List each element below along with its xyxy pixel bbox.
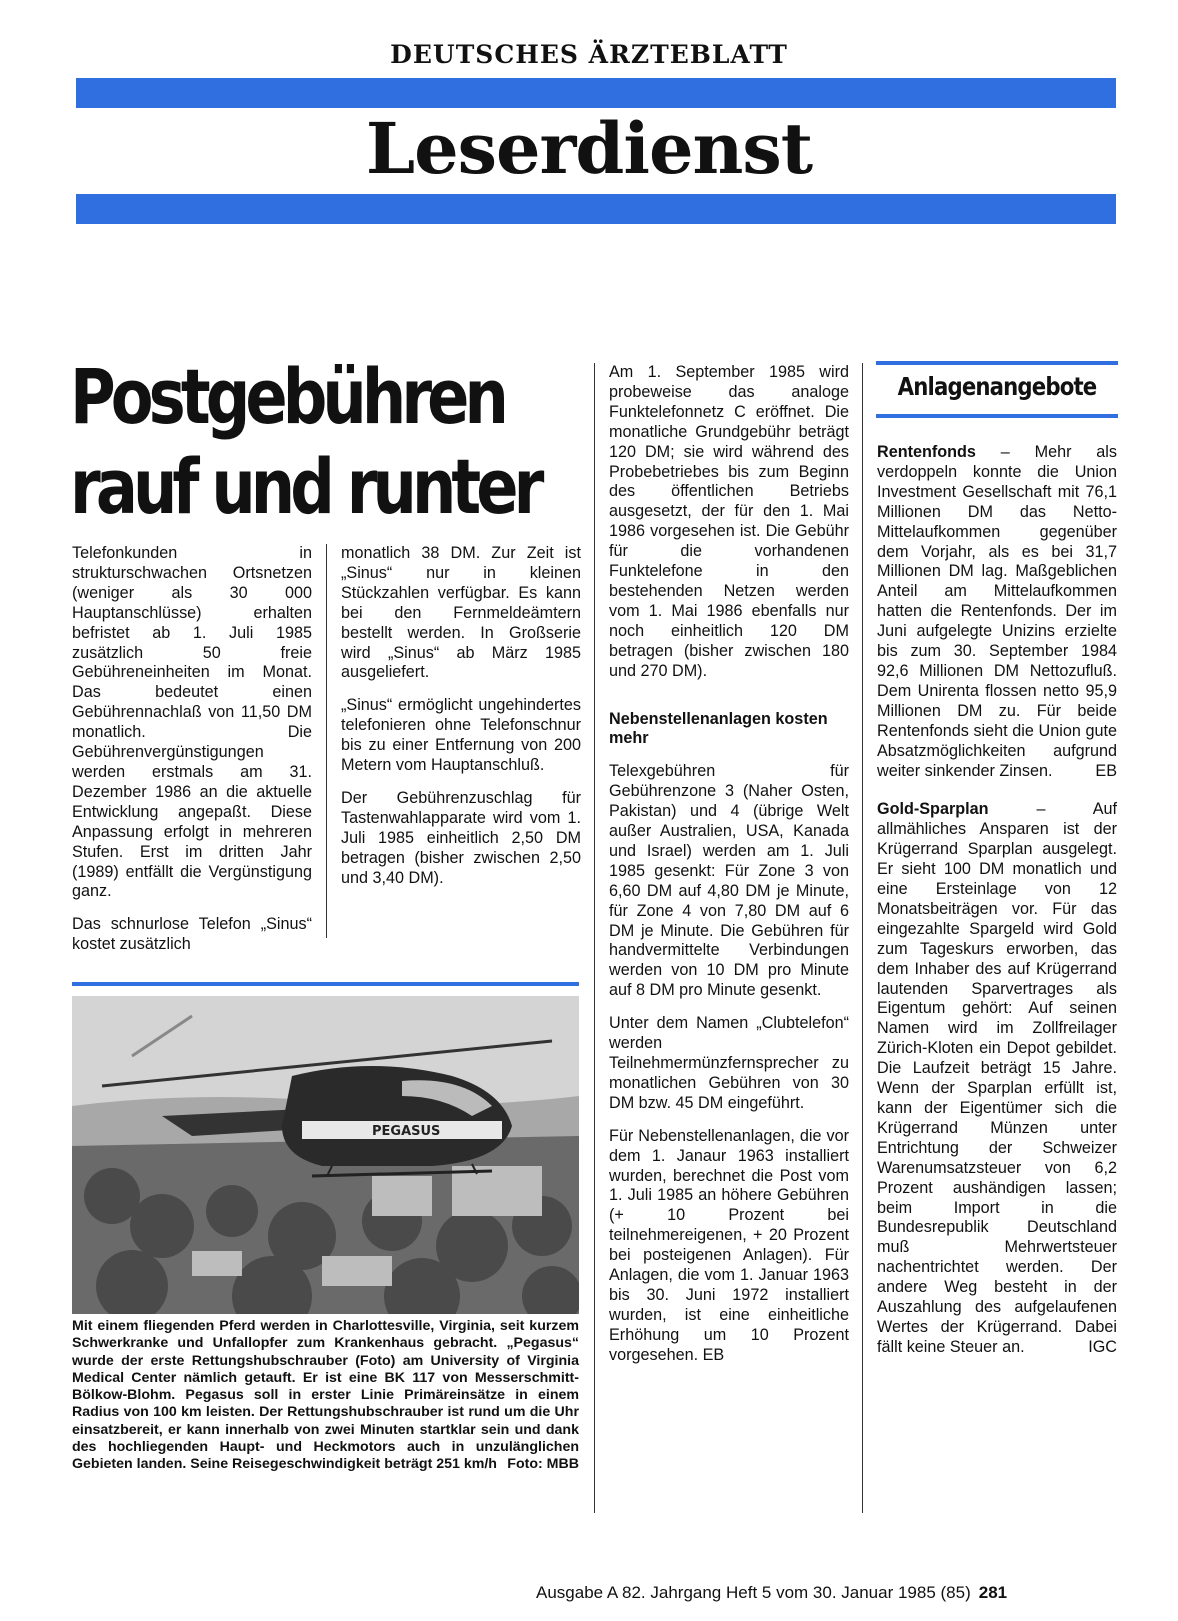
column-divider [862, 363, 863, 1513]
page-footer [536, 1583, 1007, 1603]
paragraph: monatlich 38 DM. Zur Zeit ist „Sinus“ nur in kleinen Stückzahlen verfügbar. Es kann bei den Fernmeldeämtern bestellt werden. In Großserie wird „Sinus“ ab März 1985 ausgeliefert. [341, 544, 581, 682]
paragraph: Am 1. September 1985 wird probeweise das analoge Funktelefonnetz C eröffnet. Die monatliche Grundgebühr beträgt 120 DM; sie wird während des Probebetriebes bis zum Beginn des öffentlichen Betriebs ausgesetzt, der für den 1. Mai 1986 vorgesehen ist. Die Gebühr für die vorhandenen Funktelefone in den bestehenden Netzen werden vom 1. Mai 1986 ebenfalls nur noch einheitlich 120 DM betragen (bisher zwischen 180 und 270 DM). [609, 363, 849, 680]
headline-line-2: rauf und runter [70, 442, 540, 531]
section-title: Leserdienst [365, 107, 813, 190]
paragraph: Der Gebührenzuschlag für Tastenwahlapparate wird vom 1. Juli 1985 einheitlich 2,50 DM betragen (bisher zwischen 2,50 und 3,40 DM). [341, 788, 581, 887]
helicopter-photo [72, 996, 579, 1314]
photo-credit: Foto: MBB [507, 1456, 579, 1473]
issue-info: Ausgabe A 82. Jahrgang Heft 5 vom 30. Januar 1985 (85) [536, 1583, 971, 1602]
article-column-3 [609, 363, 849, 1379]
helicopter-lettering: PEGASUS [372, 1124, 441, 1139]
photo-caption [72, 1318, 579, 1474]
box-title: Anlagenangebote [897, 372, 1097, 401]
masthead: DEUTSCHES ÄRZTEBLATT [390, 40, 788, 69]
caption-text: Mit einem fliegenden Pferd werden in Charlottesville, Virginia, seit kurzem Schwerkranke und Unfallopfer zum Krankenhaus gebracht. „Pegasus“ wurde der erste Rettungshubschrauber (Foto) am University of Virginia Medical Center nämlich getauft. Er ist eine BK 117 von Messerschmitt-Bölkow-Blohm. Pegasus soll in erster Linie Primäreinsätze in einem Radius von 100 km leisten. Der Rettungshubschrauber ist rund um die Uhr einsatzbereit, er kann innerhalb von zwei Minuten startklar sein und dank des hochliegenden Haupt- und Heckmotors auch in unzulänglichen Gebieten landen. Seine Reisegeschwindigkeit beträgt 251 km/h [72, 1318, 579, 1473]
paragraph [609, 1127, 849, 1366]
paragraph: Unter dem Namen „Clubtelefon“ werden Teilnehmermünzfernsprecher zu monatlichen Gebühren von 30 DM bzw. 45 DM eingeführt. [609, 1014, 849, 1112]
paragraph-text: Für Nebenstellenanlagen, die vor dem 1. Janaur 1963 installiert wurden, berechnet die Post vom 1. Juli 1985 an höhere Gebühren (+ 10 Prozent bei teilnehmereigenen, + 20 Prozent bei posteigenen Anlagen). Für Anlagen, die vom 1. Januar 1963 bis 30. Juni 1972 installiert wurden, ist eine einheitliche Erhöhung um 10 Prozent vorgesehen. [609, 1126, 849, 1364]
box-rule-top [876, 361, 1118, 365]
column-divider [326, 544, 327, 938]
author-initials: IGC [1088, 1337, 1117, 1356]
title-band-bottom [76, 194, 1116, 224]
item-text: – Auf allmähliches Ansparen ist der Krügerrand Sparplan ausgelegt. Er sieht 100 DM monatlich und eine Ersteinlage von 12 Monatsbeiträgen vor. Für das eingezahlte Spargeld wird Gold zum Tageskurs erworben, das dem Inhaber des auf Krügerrand lautenden Sparvertrages als Eigentum gehört: Auf seinen Namen wird im Zollfreilager Zürich-Kloten ein Depot gebildet. Die Laufzeit beträgt 15 Jahre. Wenn der Sparplan erfüllt ist, kann der Eigentümer sich die Krügerrand Münzen unter Entrichtung der Schweizer Warenumsatzsteuer von 6,2 Prozent aushändigen lassen; beim Import in die Bundesrepublik Deutschland muß Mehrwertsteuer nachentrichtet werden. Der andere Weg besteht in der Auszahlung des aufgelaufenen Wertes der Krügerrand. Dabei fällt keine Steuer an. [877, 800, 1117, 1356]
paragraph: „Sinus“ ermöglicht ungehindertes telefonieren ohne Telefonschnur bis zu einer Entfernung von 200 Metern vom Hauptanschluß. [341, 696, 581, 775]
photo-rule [72, 982, 579, 986]
article-headline [70, 352, 540, 532]
paragraph: Das schnurlose Telefon „Sinus“ kostet zusätzlich [72, 915, 312, 954]
box-item-gold-sparplan [877, 794, 1117, 1357]
box-rule-bottom [876, 414, 1118, 418]
runin-heading: Gold-Sparplan [877, 800, 989, 819]
article-column-2 [341, 544, 581, 902]
paragraph: Telefonkunden in strukturschwachen Ortsnetzen (weniger als 30 000 Hauptanschlüsse) erhalten befristet ab 1. Juli 1985 zusätzlich 50 freie Gebühreneinheiten im Monat. Das bedeutet einen Gebührennachlaß von 11,50 DM monatlich. Die Gebührenvergünstigungen werden erstmals am 31. Dezember 1986 an die aktuelle Entwicklung angepaßt. Diese Anpassung erfolgt in mehreren Stufen. Erst im dritten Jahr (1989) entfällt die Vergünstigung ganz. [72, 544, 312, 901]
runin-heading: Rentenfonds [877, 443, 976, 461]
subheading: Nebenstellenanlagen kosten mehr [609, 709, 828, 748]
author-initials: EB [1095, 761, 1117, 780]
box-column [877, 443, 1117, 1371]
column-divider [594, 363, 595, 1513]
box-item-rentenfonds [877, 443, 1117, 781]
headline-line-1: Postgebühren [70, 352, 504, 441]
item-text: – Mehr als verdoppeln konnte die Union Investment Gesellschaft mit 76,1 Millionen DM das Netto-Mittelaufkommen gegenüber dem Vorjahr, als es bei 31,7 Millionen DM lag. Maßgeblichen Anteil am Mittelaufkommen hatten die Rentenfonds. Der im Juni aufgelegte Unizins erzielte bis zum 30. September 1984 92,6 Millionen DM Nettozufluß. Dem Unirenta flossen netto 95,9 Millionen DM zu. Für beide Rentenfonds sieht die Union gute Absatzmöglichkeiten aufgrund weiter sinkender Zinsen. [877, 443, 1117, 780]
article-column-1 [72, 544, 312, 968]
author-initials: EB [702, 1345, 725, 1364]
paragraph: Telexgebühren für Gebührenzone 3 (Naher Osten, Pakistan) und 4 (übrige Welt außer Australien, USA, Kanada und Israel) werden am 1. Juli 1985 gesenkt: Für Zone 3 von 6,60 DM auf 4,80 DM je Minute, für Zone 4 von 7,80 DM auf 6 DM je Minute. Die Gebühren für handvermittelte Verbindungen werden von 10 DM pro Minute auf 8 DM pro Minute gesenkt. [609, 762, 849, 1000]
page-number: 281 [978, 1583, 1008, 1602]
helicopter-illustration [72, 996, 579, 1314]
